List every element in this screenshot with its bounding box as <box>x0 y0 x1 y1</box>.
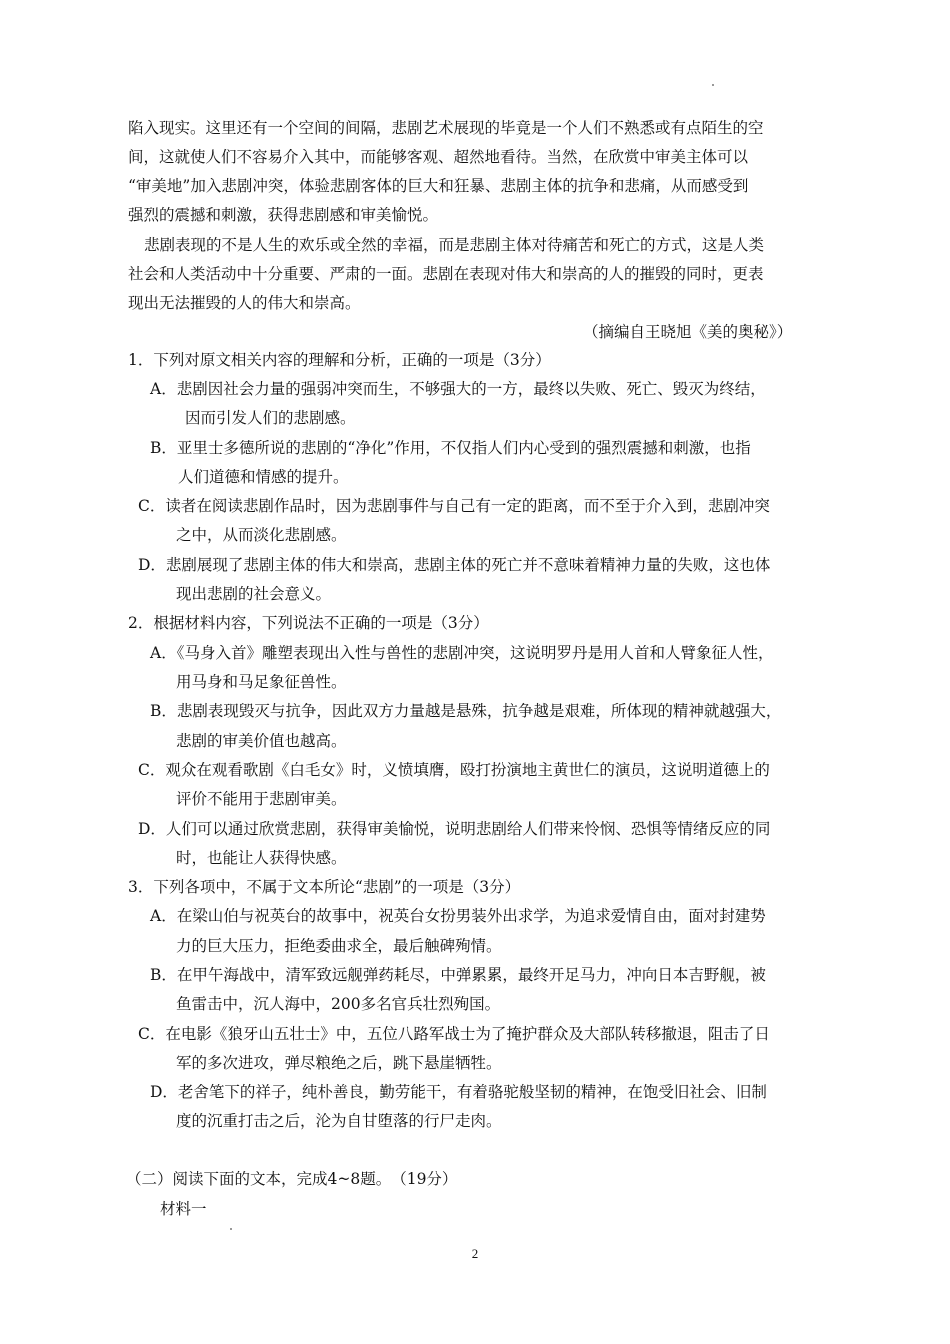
q2-option-a-cont: 用马身和马足象征兽性。 <box>176 673 347 691</box>
q3-option-d-cont: 度的沉重打击之后，沦为自甘堕落的行尸走肉。 <box>176 1112 502 1130</box>
section-heading: （二）阅读下面的文本，完成4~8题。 （19分） <box>126 1170 458 1188</box>
passage-line: 悲剧表现的不是人生的欢乐或全然的幸福，而是悲剧主体对待痛苦和死亡的方式，这是人类 <box>144 236 765 254</box>
q3-option-c-cont: 军的多次进攻，弹尽粮绝之后，跳下悬崖牺牲。 <box>176 1054 502 1072</box>
q1-option-b: B．亚里士多德所说的悲剧的“净化”作用，不仅指人们内心受到的强烈震撼和刺激，也指 <box>150 439 751 457</box>
page-number: 2 <box>471 1246 479 1261</box>
material-label: 材料一 <box>160 1200 207 1218</box>
q2-option-c: C．观众在观看歌剧《白毛女》时，义愤填膺，殴打扮演地主黄世仁的演员，这说明道德上的 <box>138 761 770 779</box>
passage-line: 陷入现实。这里还有一个空间的间隔，悲剧艺术展现的毕竟是一个人们不熟悉或有点陌生的空 <box>128 119 764 137</box>
scan-dot <box>712 84 714 86</box>
passage-line: “审美地”加入悲剧冲突，体验悲剧客体的巨大和狂暴、悲剧主体的抗争和悲痛，从而感受到 <box>128 177 749 195</box>
q1-option-c: C．读者在阅读悲剧作品时，因为悲剧事件与自己有一定的距离，而不至于介入到，悲剧冲突 <box>138 497 770 515</box>
question-1-stem: 1．下列对原文相关内容的理解和分析，正确的一项是（3分） <box>128 351 551 369</box>
q1-option-a-cont: 因而引发人们的悲剧感。 <box>185 409 356 427</box>
q1-option-b-cont: 人们道德和情感的提升。 <box>178 468 349 486</box>
passage-line: 强烈的震撼和刺激，获得悲剧感和审美愉悦。 <box>128 206 439 224</box>
q3-option-b-cont: 鱼雷击中，沉人海中，200多名官兵壮烈殉国。 <box>176 995 501 1013</box>
q1-option-c-cont: 之中，从而淡化悲剧感。 <box>176 526 347 544</box>
q2-option-b-cont: 悲剧的审美价值也越高。 <box>176 732 347 750</box>
q1-option-a: A．悲剧因社会力量的强弱冲突而生，不够强大的一方，最终以失败、死亡、毁灭为终结， <box>150 380 766 398</box>
q3-option-d: D．老舍笔下的祥子，纯朴善良，勤劳能干，有着骆驼般坚韧的精神，在饱受旧社会、旧制 <box>150 1083 767 1101</box>
q3-option-b: B．在甲午海战中，清军致远舰弹药耗尽，中弹累累，最终开足马力，冲向日本吉野舰，被 <box>150 966 766 984</box>
q2-option-b: B．悲剧表现毁灭与抗争，因此双方力量越是悬殊，抗争越是艰难，所体现的精神就越强大， <box>150 702 782 720</box>
q1-option-d-cont: 现出悲剧的社会意义。 <box>176 585 332 603</box>
q3-option-c: C．在电影《狼牙山五壮士》中，五位八路军战士为了掩护群众及大部队转移撤退，阻击了日 <box>138 1025 770 1043</box>
q2-option-c-cont: 评价不能用于悲剧审美。 <box>176 790 347 808</box>
passage-line: 现出无法摧毁的人的伟大和崇高。 <box>128 294 361 312</box>
scan-dot <box>230 1228 232 1230</box>
passage-line: 间，这就使人们不容易介入其中，而能够客观、超然地看待。当然，在欣赏中审美主体可以 <box>128 148 749 166</box>
q2-option-d-cont: 时，也能让人获得快感。 <box>176 849 347 867</box>
q2-option-a: A．《马身入首》雕塑表现出入性与兽性的悲剧冲突，这说明罗丹是用人首和人臂象征人性， <box>150 644 774 662</box>
question-2-stem: 2．根据材料内容，下列说法不正确的一项是（3分） <box>128 614 489 632</box>
passage-line: 社会和人类活动中十分重要、严肃的一面。悲剧在表现对伟大和崇高的人的摧毁的同时，更表 <box>128 265 764 283</box>
q2-option-d: D．人们可以通过欣赏悲剧，获得审美愉悦，说明悲剧给人们带来怜悯、恐惧等情绪反应的同 <box>138 820 771 838</box>
source-citation: （摘编自王晓旭《美的奥秘》） <box>583 323 793 341</box>
q3-option-a: A．在梁山伯与祝英台的故事中，祝英台女扮男装外出求学，为追求爱情自由，面对封建势 <box>150 907 766 925</box>
q3-option-a-cont: 力的巨大压力，拒绝委曲求全，最后触碑殉情。 <box>176 937 502 955</box>
q1-option-d: D．悲剧展现了悲剧主体的伟大和崇高，悲剧主体的死亡并不意味着精神力量的失败，这也体 <box>138 556 771 574</box>
question-3-stem: 3．下列各项中，不属于文本所论“悲剧”的一项是（3分） <box>128 878 521 896</box>
